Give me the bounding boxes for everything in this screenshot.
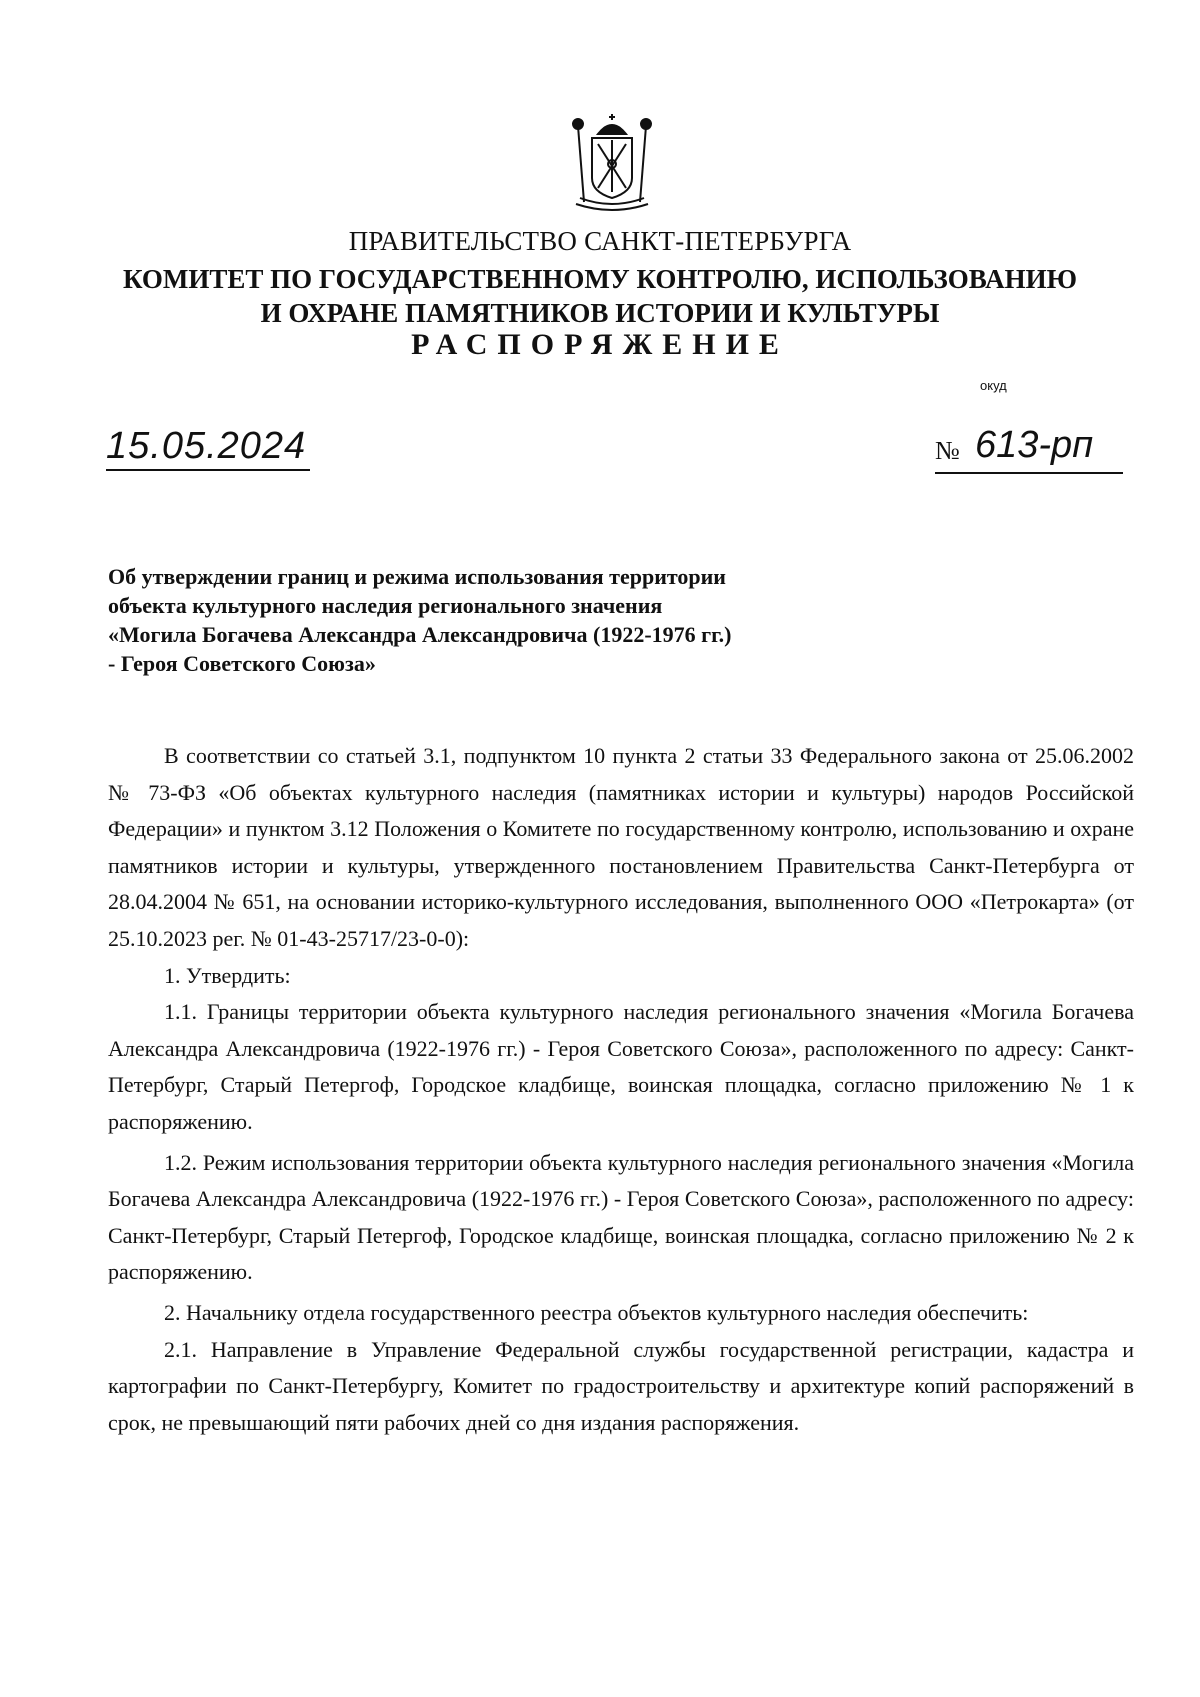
item-1-paragraph: 1. Утвердить: (164, 962, 291, 988)
committee-line-1: КОМИТЕТ ПО ГОСУДАРСТВЕННОМУ КОНТРОЛЮ, ИСПОЛЬЗОВАНИЮ (123, 264, 1077, 294)
preamble-paragraph: В соответствии со статьей 3.1, подпунктом 10 пункта 2 статьи 33 Федерального закона от 25.06.2002 № 73-ФЗ «Об объектах культурного наследия (памятниках истории и культуры) народов Российской Федерации» и пунктом 3.12 Положения о Комитете по государственному контролю, использованию и охране памятников истории и культуры, утвержденного постановлением Правительства Санкт-Петербурга от 28.04.2004 № 651, на основании историко-культурного исследования, выполненного ООО «Петрокарта» (от 25.10.2023 рег. № 01-43-25717/23-0-0): (108, 743, 1134, 951)
government-name: ПРАВИТЕЛЬСТВО САНКТ-ПЕТЕРБУРГА (348, 226, 852, 256)
document-date: 15.05.2024 (106, 425, 310, 471)
subject-line-4: - Героя Советского Союза» (108, 651, 376, 676)
document-subject (108, 562, 868, 678)
committee-name (0, 262, 1200, 330)
subject-line-1: Об утверждении границ и режима использования территории (108, 564, 726, 589)
subject-line-2: объекта культурного наследия регионального значения (108, 593, 663, 618)
item-1-1-paragraph: 1.1. Границы территории объекта культурного наследия регионального значения «Могила Богачева Александра Александровича (1922-1976 гг.) - Героя Советского Союза», расположенного по адресу: Санкт-Петербург, Старый Петергоф, Городское кладбище, воинская площадка, согласно приложению № 1 к распоряжению. (108, 999, 1134, 1134)
subject-line-3: «Могила Богачева Александра Александровича (1922-1976 гг.) (108, 622, 732, 647)
committee-line-2: И ОХРАНЕ ПАМЯТНИКОВ ИСТОРИИ И КУЛЬТУРЫ (260, 298, 940, 328)
item-2-paragraph: 2. Начальнику отдела государственного реестра объектов культурного наследия обеспечить: (164, 1299, 1029, 1325)
number-sign: № (935, 436, 960, 465)
item-1-2-paragraph: 1.2. Режим использования территории объекта культурного наследия регионального значения «Могила Богачева Александра Александровича (1922-1976 гг.) - Героя Советского Союза», расположенного по адресу: Санкт-Петербург, Старый Петергоф, Городское кладбище, воинская площадка, согласно приложению № 2 к распоряжению. (108, 1149, 1134, 1285)
coat-of-arms-icon (568, 112, 656, 216)
document-type: РАСПОРЯЖЕНИЕ (411, 328, 789, 361)
okud-label: окуд (980, 378, 1007, 393)
item-2-1-paragraph: 2.1. Направление в Управление Федеральной службы государственной регистрации, кадастра и картографии по Санкт-Петербургу, Комитет по градостроительству и архитектуре копий распоряжений в срок, не превышающий пяти рабочих дней со дня издания распоряжения. (108, 1336, 1134, 1435)
document-body (108, 738, 1134, 1441)
document-number: 613-рп (975, 424, 1094, 466)
document-number-field (935, 424, 1123, 474)
